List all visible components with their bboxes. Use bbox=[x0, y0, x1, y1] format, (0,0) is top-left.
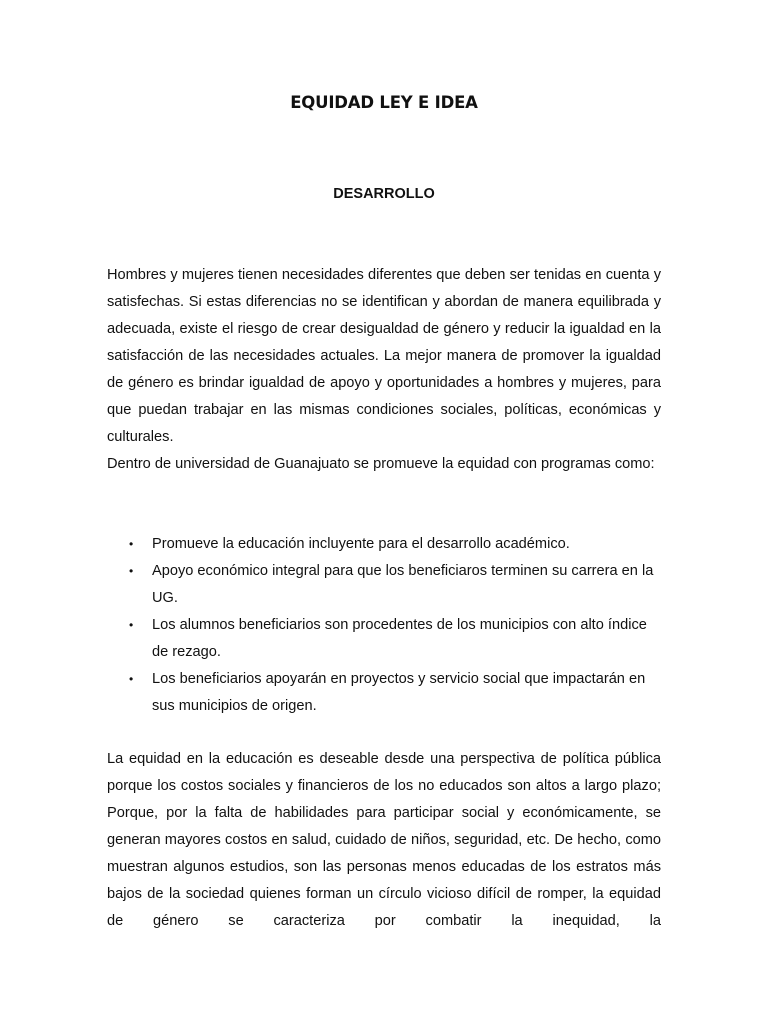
list-item bbox=[107, 612, 661, 666]
list-item-text: Los alumnos beneficiarios son procedentes de los municipios con alto índice de rezago. bbox=[152, 617, 647, 660]
list-item bbox=[107, 558, 661, 612]
list-item bbox=[107, 531, 661, 558]
bullet-icon: • bbox=[129, 618, 134, 632]
bullet-icon: • bbox=[129, 537, 134, 551]
bullet-icon: • bbox=[129, 672, 134, 686]
paragraph-programs-intro: Dentro de universidad de Guanajuato se promueve la equidad con programas como: bbox=[107, 456, 655, 472]
bullet-icon: • bbox=[129, 564, 134, 578]
document-title: EQUIDAD LEY E IDEA bbox=[290, 93, 478, 112]
programs-bullet-list bbox=[107, 531, 661, 720]
list-item bbox=[107, 666, 661, 720]
list-item-text: Promueve la educación incluyente para el desarrollo académico. bbox=[152, 536, 570, 552]
section-heading: DESARROLLO bbox=[333, 186, 435, 202]
list-item-text: Apoyo económico integral para que los beneficiaros terminen su carrera en la UG. bbox=[152, 563, 654, 606]
paragraph-equity-education: La equidad en la educación es deseable desde una perspectiva de política pública porque los costos sociales y financieros de los no educados son altos a largo plazo; Porque, por la falta de habilidades para participar social y económicamente, se generan mayores costos en salud, cuidado de niños, seguridad, etc. De hecho, como muestran algunos estudios, son las personas menos educadas de los estratos más bajos de la sociedad quienes forman un círculo vicioso difícil de romper, la equidad de género se caracteriza por combatir la inequidad, la bbox=[107, 751, 661, 929]
list-item-text: Los beneficiarios apoyarán en proyectos y servicio social que impactarán en sus municipios de origen. bbox=[152, 671, 646, 714]
paragraph-intro: Hombres y mujeres tienen necesidades diferentes que deben ser tenidas en cuenta y satisfechas. Si estas diferencias no se identifican y abordan de manera equilibrada y adecuada, existe el riesgo de crear desigualdad de género y reducir la igualdad en la satisfacción de las necesidades actuales. La mejor manera de promover la igualdad de género es brindar igualdad de apoyo y oportunidades a hombres y mujeres, para que puedan trabajar en las mismas condiciones sociales, políticas, económicas y culturales. bbox=[107, 267, 661, 445]
